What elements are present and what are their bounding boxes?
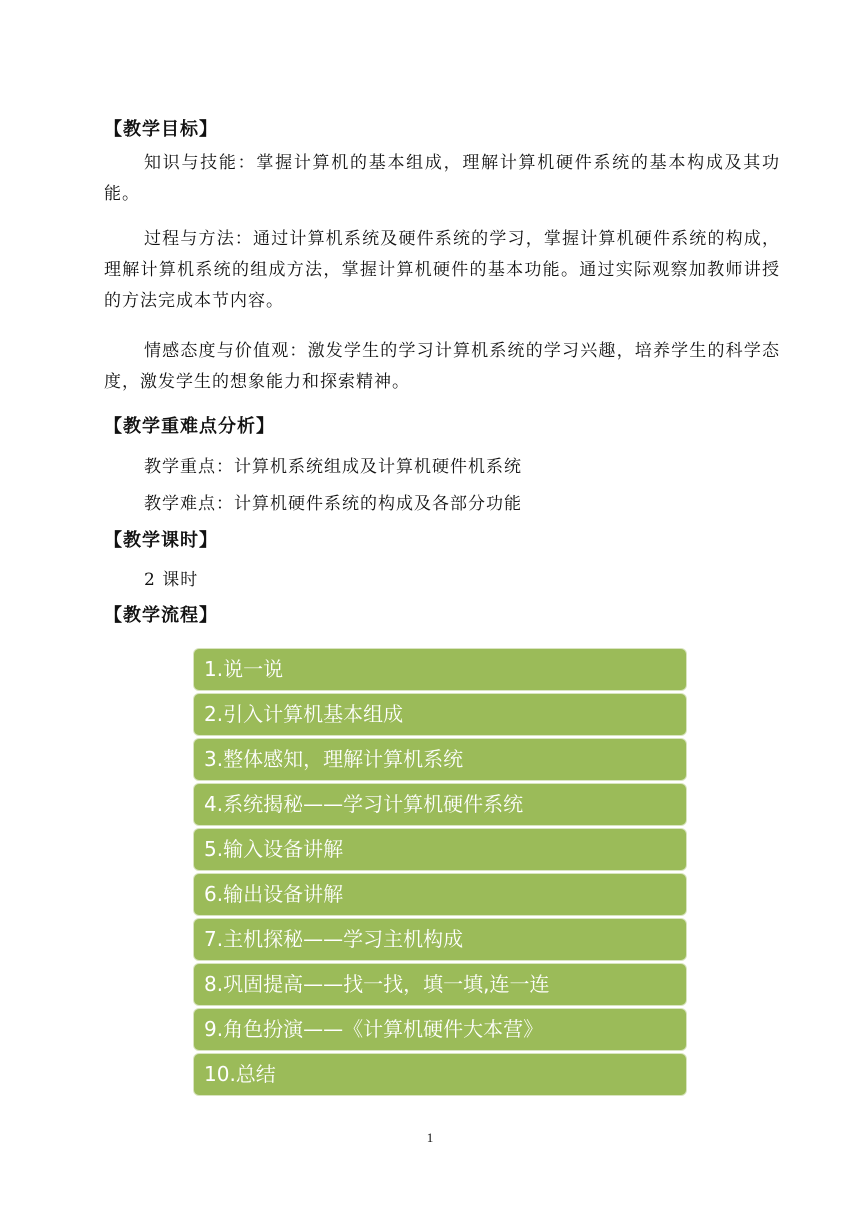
goals-heading: 【教学目标】 [104, 119, 218, 140]
flow-step: 5.输入设备讲解 [194, 829, 686, 870]
page-number: 1 [426, 1130, 434, 1145]
flow-heading: 【教学流程】 [104, 605, 218, 626]
knowledge-paragraph: 知识与技能：掌握计算机的基本组成，理解计算机硬件系统的基本构成及其功能。 [104, 153, 780, 204]
key-point-text: 教学重点：计算机系统组成及计算机硬件机系统 [144, 457, 522, 477]
flow-diagram [194, 649, 686, 1099]
flow-step: 9.角色扮演——《计算机硬件大本营》 [194, 1009, 686, 1050]
hours-text: 2 课时 [144, 570, 199, 590]
flow-step: 7.主机探秘——学习主机构成 [194, 919, 686, 960]
attitude-paragraph: 情感态度与价值观：激发学生的学习计算机系统的学习兴趣，培养学生的科学态度，激发学生的想象能力和探索精神。 [104, 341, 780, 392]
process-paragraph: 过程与方法：通过计算机系统及硬件系统的学习，掌握计算机硬件系统的构成，理解计算机系统的组成方法，掌握计算机硬件的基本功能。通过实际观察加教师讲授的方法完成本节内容。 [104, 229, 780, 311]
difficulty-text: 教学难点：计算机硬件系统的构成及各部分功能 [144, 494, 522, 514]
flow-step: 10.总结 [194, 1054, 686, 1095]
flow-step: 1.说一说 [194, 649, 686, 690]
flow-step: 3.整体感知，理解计算机系统 [194, 739, 686, 780]
key-points-heading: 【教学重难点分析】 [104, 416, 275, 437]
flow-step: 2.引入计算机基本组成 [194, 694, 686, 735]
hours-heading: 【教学课时】 [104, 530, 218, 551]
flow-step: 8.巩固提高——找一找，填一填,连一连 [194, 964, 686, 1005]
flow-step: 4.系统揭秘——学习计算机硬件系统 [194, 784, 686, 825]
flow-step: 6.输出设备讲解 [194, 874, 686, 915]
